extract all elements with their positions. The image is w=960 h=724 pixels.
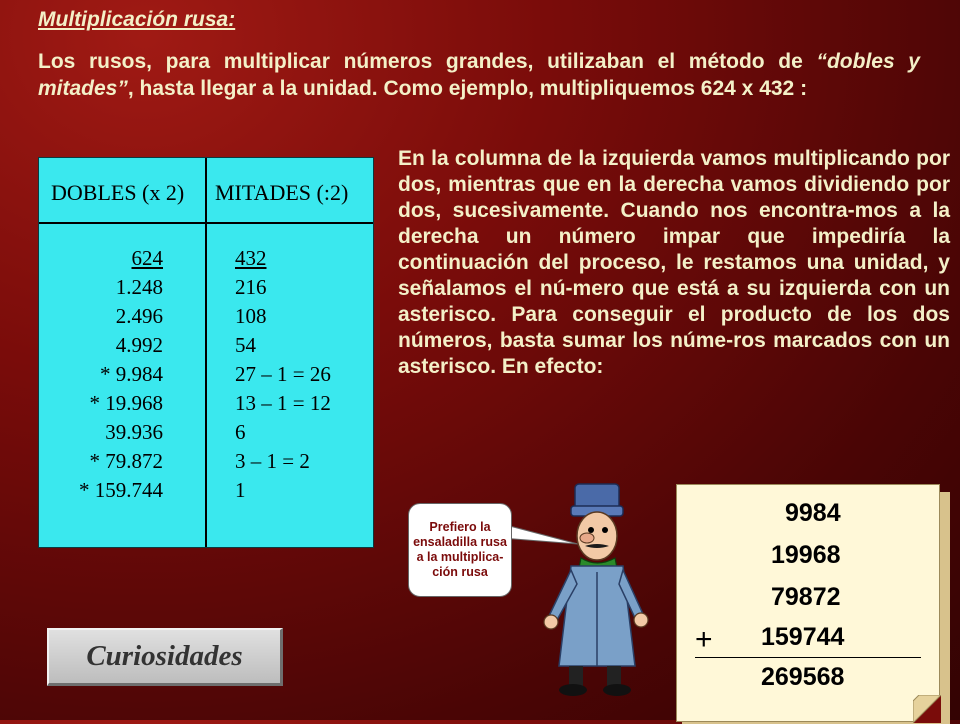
page-title: Multiplicación rusa: — [38, 8, 236, 31]
intro-emphasis: “dobles y mitades” — [38, 50, 920, 100]
header-doubles: DOBLES (x 2) — [51, 180, 185, 205]
table-row-right: 27 – 1 = 26 — [235, 362, 331, 386]
table-row-right: 13 – 1 = 12 — [235, 391, 331, 415]
table-row-left: 1.248 — [115, 275, 163, 299]
intro-text-2: , hasta llegar a la unidad. Como ejemplo, multipliquemos 624 x 432 : — [127, 77, 808, 100]
table-header-divider — [39, 222, 373, 224]
table-row-left: 624 — [131, 246, 163, 270]
table-row-right: 432 — [235, 246, 267, 270]
table-row-right: 54 — [235, 333, 256, 357]
header-halves: MITADES (:2) — [215, 180, 349, 205]
table-row-left: * 9.984 — [100, 362, 163, 386]
doubles-column — [39, 244, 163, 505]
halves-column — [235, 244, 331, 505]
sum-line — [695, 657, 921, 658]
plus-sign: + — [695, 623, 713, 656]
cartoon-man-illustration — [535, 480, 655, 700]
doubles-halves-table — [38, 157, 374, 548]
speech-bubble-text: Prefiero la ensaladilla rusa a la multiplica-ción rusa — [413, 520, 507, 579]
addend-2: 19968 — [771, 541, 841, 569]
explanation-paragraph: En la columna de la izquierda vamos multiplicando por dos, mientras que en la derecha vamos dividiendo por dos, sucesivamente. Cuando nos encontra-mos a la derecha un número impar que impediría la continuación del proceso, le restamos una unidad, y señalamos el nú-mero que está a su izquierda con un asterisco. Para conseguir el producto de los dos números, basta sumar los núme-ros marcados con un asterisco. En efecto: — [398, 147, 950, 378]
table-row-left: * 159.744 — [79, 478, 163, 502]
table-row-right: 108 — [235, 304, 267, 328]
table-row-left: 4.992 — [115, 333, 163, 357]
table-row-left: * 79.872 — [89, 449, 163, 473]
speech-bubble — [408, 503, 512, 597]
table-column-divider — [205, 158, 207, 547]
curiosidades-button[interactable]: Curiosidades — [47, 628, 283, 686]
addend-4: 159744 — [761, 623, 845, 651]
table-row-right: 6 — [235, 420, 246, 444]
intro-text-1: Los rusos, para multiplicar números grandes, utilizaban el método de — [38, 50, 817, 73]
table-row-left: 39.936 — [105, 420, 163, 444]
intro-paragraph — [38, 48, 920, 102]
table-row-right: 216 — [235, 275, 267, 299]
table-row-right: 3 – 1 = 2 — [235, 449, 310, 473]
table-row-left: 2.496 — [115, 304, 163, 328]
addend-1: 9984 — [785, 499, 841, 527]
table-row-right: 1 — [235, 478, 246, 502]
table-row-left: * 19.968 — [89, 391, 163, 415]
page-curl-icon — [913, 695, 941, 723]
addend-3: 79872 — [771, 583, 841, 611]
sum-paper — [676, 484, 940, 722]
sum-result: 269568 — [761, 663, 845, 691]
